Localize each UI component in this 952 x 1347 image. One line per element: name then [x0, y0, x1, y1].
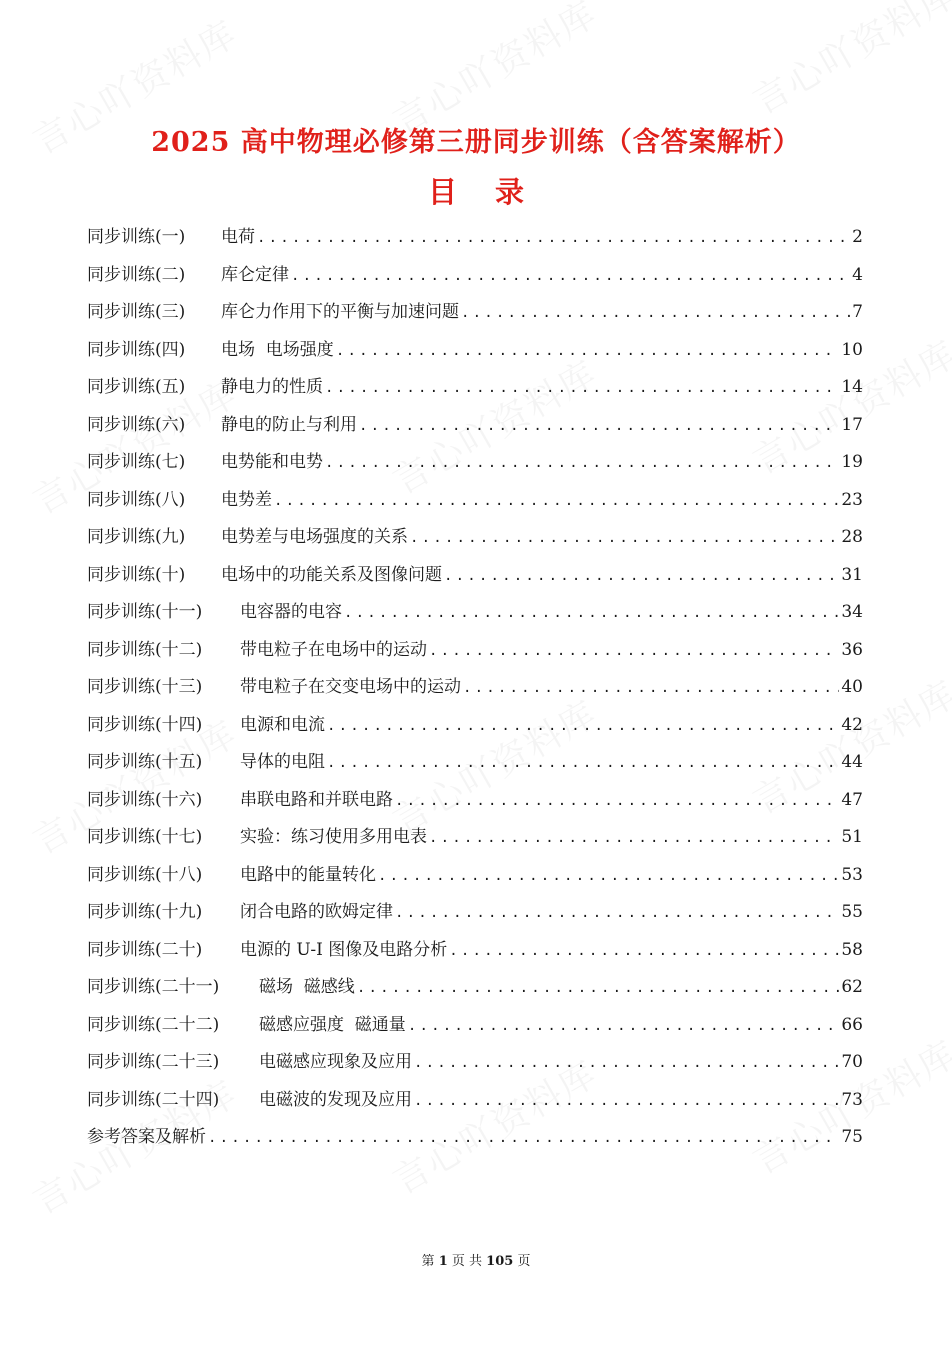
- toc-entry-title: 库仑定律: [221, 264, 289, 285]
- toc-entry[interactable]: [87, 1044, 863, 1082]
- toc-entry-title: 串联电路和并联电路: [240, 789, 393, 810]
- toc-entry-label: 同步训练(九): [87, 527, 186, 547]
- toc-entry[interactable]: [87, 969, 863, 1007]
- toc-entry-label: 同步训练(二十): [87, 939, 203, 960]
- toc-entry-title: 带电粒子在交变电场中的运动: [240, 677, 461, 697]
- toc-entry[interactable]: [87, 482, 863, 520]
- toc-entry-title: 电磁感应现象及应用: [259, 1052, 412, 1072]
- toc-entry-page: 14: [841, 377, 863, 397]
- toc-entry-label: 同步训练(十): [87, 564, 186, 585]
- toc-entry-label: 同步训练(三): [87, 302, 186, 322]
- toc-entry[interactable]: [87, 1082, 863, 1120]
- toc-dot-leader: [325, 708, 839, 746]
- toc-entry[interactable]: [87, 594, 863, 632]
- toc-entry-title: 磁感应强度 磁通量: [259, 1014, 406, 1035]
- toc-entry-label: 同步训练(八): [87, 489, 186, 510]
- toc-dot-leader: [393, 783, 839, 821]
- toc-entry-title: 电势能和电势: [221, 452, 323, 472]
- toc-entry-page: 44: [841, 752, 863, 772]
- toc-entry-label: 同步训练(十六): [87, 789, 203, 810]
- toc-entry-label: 同步训练(二十二): [87, 1014, 220, 1035]
- toc-dot-leader: [408, 520, 839, 558]
- toc-entry-label: 同步训练(十八): [87, 864, 203, 885]
- toc-dot-leader: [412, 1045, 839, 1083]
- toc-entry-page: 51: [841, 827, 863, 847]
- toc-entry-page: 36: [841, 639, 863, 660]
- toc-entry-page: 4: [852, 264, 863, 285]
- toc-entry[interactable]: [87, 407, 863, 445]
- toc-entry-title: 静电力的性质: [221, 377, 323, 397]
- toc-dot-leader: [357, 408, 839, 446]
- toc-entry-title: 导体的电阻: [240, 752, 325, 772]
- footer-prefix: 第: [421, 1254, 435, 1269]
- toc-entry-title: 带电粒子在电场中的运动: [240, 639, 427, 660]
- toc-entry-title: 电磁波的发现及应用: [259, 1089, 412, 1110]
- toc-entry-title: 电路中的能量转化: [240, 864, 376, 885]
- toc-dot-leader: [461, 670, 839, 708]
- toc-entry[interactable]: [87, 444, 863, 482]
- toc-entry[interactable]: [87, 557, 863, 595]
- toc-entry[interactable]: [87, 294, 863, 332]
- toc-dot-leader: [255, 220, 850, 258]
- toc-entry-page: 62: [841, 977, 863, 997]
- toc-entry-page: 53: [841, 864, 863, 885]
- toc-entry-page: 2: [852, 227, 863, 247]
- table-of-contents: [87, 219, 863, 1157]
- toc-entry[interactable]: [87, 782, 863, 820]
- toc-entry-title: 电源的 U-I 图像及电路分析: [240, 939, 448, 960]
- toc-dot-leader: [376, 858, 839, 896]
- toc-entry-title: 参考答案及解析: [87, 1127, 206, 1147]
- toc-entry-title: 电场 电场强度: [221, 339, 334, 360]
- toc-entry-title: 电荷: [221, 227, 255, 247]
- toc-dot-leader: [334, 333, 840, 371]
- toc-entry-page: 58: [841, 939, 863, 960]
- toc-entry-page: 7: [852, 302, 863, 322]
- toc-entry[interactable]: [87, 819, 863, 857]
- toc-entry-label: 同步训练(四): [87, 339, 186, 360]
- toc-dot-leader: [459, 295, 850, 333]
- toc-dot-leader: [355, 970, 840, 1008]
- toc-entry-page: 28: [841, 527, 863, 547]
- toc-entry-page: 19: [841, 452, 863, 472]
- toc-entry-page: 23: [841, 489, 863, 510]
- toc-dot-leader: [427, 633, 839, 671]
- toc-entry-label: 同步训练(五): [87, 377, 186, 397]
- toc-entry[interactable]: [87, 332, 863, 370]
- toc-entry[interactable]: [87, 257, 863, 295]
- toc-entry[interactable]: [87, 219, 863, 257]
- toc-entry-label: 同步训练(七): [87, 452, 186, 472]
- toc-entry-page: 10: [841, 339, 863, 360]
- toc-entry-page: 55: [841, 902, 863, 922]
- toc-entry-label: 同步训练(二十四): [87, 1089, 220, 1110]
- footer-current-page: 1: [438, 1254, 448, 1269]
- toc-entry-label: 同步训练(十五): [87, 752, 203, 772]
- footer-middle: 页 共: [451, 1254, 483, 1269]
- toc-dot-leader: [323, 445, 839, 483]
- toc-entry-title: 闭合电路的欧姆定律: [240, 902, 393, 922]
- toc-entry-label: 同步训练(二): [87, 264, 186, 285]
- toc-dot-leader: [342, 595, 839, 633]
- toc-entry-title: 库仑力作用下的平衡与加速问题: [221, 302, 459, 322]
- toc-entry-page: 47: [841, 789, 863, 810]
- toc-entry[interactable]: [87, 632, 863, 670]
- toc-dot-leader: [412, 1083, 839, 1121]
- toc-entry[interactable]: [87, 894, 863, 932]
- toc-entry-page: 17: [841, 414, 863, 435]
- toc-entry-page: 75: [841, 1127, 863, 1147]
- toc-entry-title: 电源和电流: [240, 714, 325, 735]
- toc-entry-title: 电容器的电容: [240, 602, 342, 622]
- toc-entry[interactable]: [87, 1007, 863, 1045]
- toc-entry[interactable]: [87, 1119, 863, 1157]
- toc-dot-leader: [325, 745, 839, 783]
- toc-entry-page: 70: [841, 1052, 863, 1072]
- toc-entry[interactable]: [87, 669, 863, 707]
- toc-entry-label: 同步训练(六): [87, 414, 186, 435]
- toc-entry-title: 电势差: [221, 489, 272, 510]
- toc-entry-title: 电势差与电场强度的关系: [221, 527, 408, 547]
- toc-dot-leader: [323, 370, 839, 408]
- toc-dot-leader: [447, 933, 839, 971]
- watermark-text: [743, 0, 952, 125]
- footer-suffix: 页: [517, 1254, 531, 1269]
- toc-dot-leader: [393, 895, 839, 933]
- document-title: 2025 高中物理必修第三册同步训练（含答案解析）: [151, 127, 801, 158]
- toc-entry[interactable]: [87, 519, 863, 557]
- toc-dot-leader: [289, 258, 850, 296]
- toc-dot-leader: [442, 558, 839, 596]
- toc-entry[interactable]: [87, 932, 863, 970]
- toc-entry-label: 同步训练(一): [87, 227, 186, 247]
- toc-entry-label: 同步训练(十四): [87, 714, 203, 735]
- toc-entry-page: 31: [841, 564, 863, 585]
- toc-entry[interactable]: [87, 369, 863, 407]
- toc-entry-title: 电场中的功能关系及图像问题: [221, 564, 442, 585]
- toc-entry-title: 磁场 磁感线: [259, 977, 355, 997]
- toc-dot-leader: [406, 1008, 840, 1046]
- toc-entry-page: 42: [841, 714, 863, 735]
- toc-entry-title: 实验：练习使用多用电表: [240, 827, 427, 847]
- toc-entry-label: 同步训练(十二): [87, 639, 203, 660]
- footer-total-pages: 105: [486, 1254, 514, 1269]
- toc-entry-label: 同步训练(二十一): [87, 977, 220, 997]
- toc-entry-label: 同步训练(二十三): [87, 1052, 220, 1072]
- toc-dot-leader: [206, 1120, 839, 1158]
- page-footer: [0, 1250, 952, 1269]
- toc-entry-label: 同步训练(十九): [87, 902, 203, 922]
- toc-entry-label: 同步训练(十一): [87, 602, 203, 622]
- toc-heading: 目 录: [427, 175, 539, 209]
- toc-entry[interactable]: [87, 707, 863, 745]
- toc-dot-leader: [427, 820, 839, 858]
- toc-entry-page: 73: [841, 1089, 863, 1110]
- toc-entry[interactable]: [87, 857, 863, 895]
- toc-entry-label: 同步训练(十七): [87, 827, 203, 847]
- toc-entry-label: 同步训练(十三): [87, 677, 203, 697]
- toc-entry-page: 40: [841, 677, 863, 697]
- toc-dot-leader: [272, 483, 839, 521]
- toc-entry-page: 66: [841, 1014, 863, 1035]
- toc-entry-title: 静电的防止与利用: [221, 414, 357, 435]
- toc-entry-page: 34: [841, 602, 863, 622]
- toc-entry[interactable]: [87, 744, 863, 782]
